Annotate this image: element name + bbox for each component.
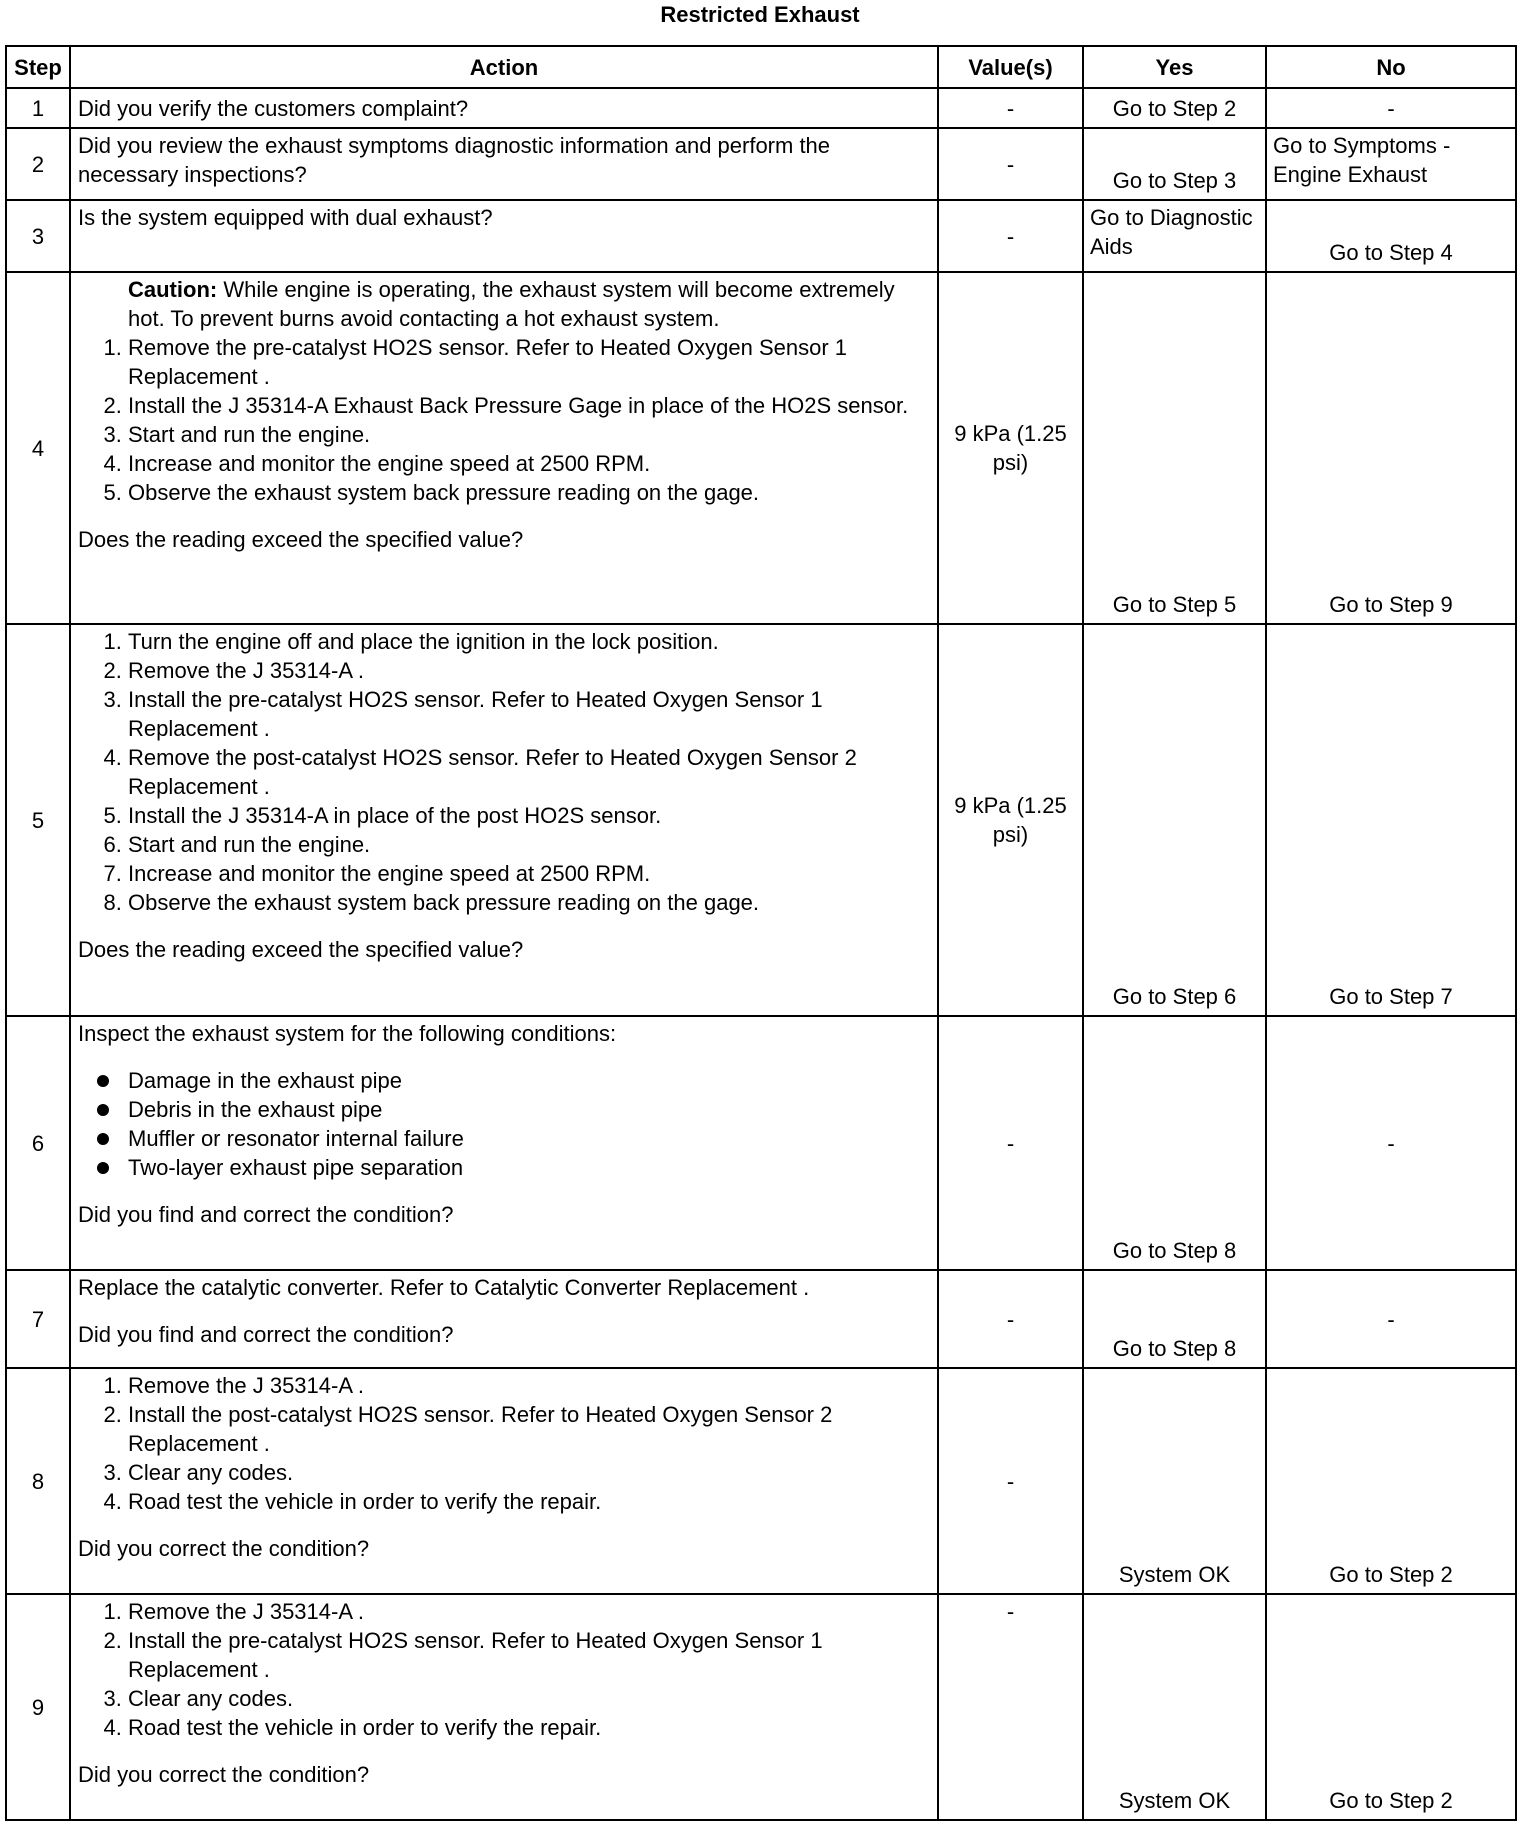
yes-cell: Go to Step 2 [1083,88,1266,128]
table-row-step-3 [6,200,1516,272]
list-item: 3. Clear any codes. [128,1458,931,1487]
yes-cell: Go to Step 8 [1083,1016,1266,1270]
action-question: Did you verify the customers complaint? [78,95,469,121]
step-number: 3 [6,200,70,272]
list-item: 1. Remove the pre-catalyst HO2S sensor. Refer to Heated Oxygen Sensor 1 Replacement . [128,333,931,391]
step-number: 4 [6,272,70,624]
bullet-icon [97,1162,109,1174]
header-value: Value(s) [938,46,1083,88]
value-cell: - [938,1368,1083,1594]
value-cell: 9 kPa (1.25 psi) [938,272,1083,624]
caution-note [78,275,931,333]
value-cell: - [938,1270,1083,1368]
step-number: 6 [6,1016,70,1270]
yes-cell: Go to Step 6 [1083,624,1266,1016]
header-yes: Yes [1083,46,1266,88]
list-item: 1. Remove the J 35314-A . [128,1597,931,1626]
no-cell: Go to Step 4 [1266,200,1516,272]
caution-label: Caution: [128,277,218,302]
no-cell: Go to Step 2 [1266,1368,1516,1594]
action-question: Does the reading exceed the specified value? [78,527,524,552]
table-row-step-5 [6,624,1516,1016]
list-item: Two-layer exhaust pipe separation [128,1153,931,1182]
action-cell [70,1368,938,1594]
action-cell [70,1594,938,1820]
table-row-step-6 [6,1016,1516,1270]
list-item: 2. Remove the J 35314-A . [128,656,931,685]
list-item: 2. Install the post-catalyst HO2S sensor. Refer to Heated Oxygen Sensor 2 Replacement . [128,1400,931,1458]
step-number: 9 [6,1594,70,1820]
list-item: 1. Turn the engine off and place the ignition in the lock position. [128,627,931,656]
action-question: Is the system equipped with dual exhaust? [78,205,493,230]
action-question: Did you find and correct the condition? [78,1202,454,1227]
list-item: Debris in the exhaust pipe [128,1095,931,1124]
list-item: 4. Increase and monitor the engine speed at 2500 RPM. [128,449,931,478]
step-number: 5 [6,624,70,1016]
diagnostic-table [5,45,1517,1821]
step-number: 1 [6,88,70,128]
action-cell [70,200,938,272]
value-cell: - [938,88,1083,128]
action-question: Did you find and correct the condition? [78,1322,454,1347]
action-cell [70,1016,938,1270]
list-item: 8. Observe the exhaust system back pressure reading on the gage. [128,888,931,917]
header-step: Step [6,46,70,88]
header-no: No [1266,46,1516,88]
page-title: Restricted Exhaust [660,2,860,27]
step-number: 8 [6,1368,70,1594]
list-item: 5. Install the J 35314-A in place of the post HO2S sensor. [128,801,931,830]
table-row-step-2 [6,128,1516,200]
list-item: 3. Install the pre-catalyst HO2S sensor. Refer to Heated Oxygen Sensor 1 Replacement . [128,685,931,743]
list-item: 2. Install the pre-catalyst HO2S sensor. Refer to Heated Oxygen Sensor 1 Replacement . [128,1626,931,1684]
table-row-step-7 [6,1270,1516,1368]
value-cell: - [938,1016,1083,1270]
action-cell [70,88,938,128]
no-cell: Go to Symptoms - Engine Exhaust [1266,128,1516,200]
action-cell [70,128,938,200]
action-intro: Replace the catalytic converter. Refer to Catalytic Converter Replacement . [78,1275,810,1300]
list-item: 2. Install the J 35314-A Exhaust Back Pressure Gage in place of the HO2S sensor. [128,391,931,420]
value-cell: - [938,1594,1083,1820]
bullet-icon [97,1133,109,1145]
value-cell: - [938,200,1083,272]
list-item: 4. Remove the post-catalyst HO2S sensor. Refer to Heated Oxygen Sensor 2 Replacement . [128,743,931,801]
step-number: 7 [6,1270,70,1368]
list-item: 4. Road test the vehicle in order to verify the repair. [128,1487,931,1516]
yes-cell: Go to Step 8 [1083,1270,1266,1368]
bullet-icon [97,1075,109,1087]
list-item: Muffler or resonator internal failure [128,1124,931,1153]
list-item: 4. Road test the vehicle in order to verify the repair. [128,1713,931,1742]
procedure-list [78,333,931,507]
caution-text: While engine is operating, the exhaust system will become extremely hot. To prevent burns avoid contacting a hot exhaust system. [128,277,895,331]
yes-cell: Go to Step 5 [1083,272,1266,624]
bullet-icon [97,1104,109,1116]
list-item: 6. Start and run the engine. [128,830,931,859]
table-row-step-8 [6,1368,1516,1594]
no-cell: Go to Step 7 [1266,624,1516,1016]
action-question: Did you review the exhaust symptoms diagnostic information and perform the necessary inspections? [78,133,831,187]
no-cell: Go to Step 9 [1266,272,1516,624]
list-item: 1. Remove the J 35314-A . [128,1371,931,1400]
table-header-row [6,46,1516,88]
yes-cell: Go to Step 3 [1083,128,1266,200]
list-item: 3. Start and run the engine. [128,420,931,449]
procedure-list [78,627,931,917]
table-row-step-1 [6,88,1516,128]
action-cell [70,624,938,1016]
list-item: 7. Increase and monitor the engine speed at 2500 RPM. [128,859,931,888]
no-cell: - [1266,1016,1516,1270]
list-item: 5. Observe the exhaust system back pressure reading on the gage. [128,478,931,507]
action-question: Does the reading exceed the specified value? [78,937,524,962]
no-cell: - [1266,1270,1516,1368]
conditions-list [78,1066,931,1182]
list-item: Damage in the exhaust pipe [128,1066,931,1095]
action-intro: Inspect the exhaust system for the following conditions: [78,1021,617,1046]
table-row-step-4 [6,272,1516,624]
step-number: 2 [6,128,70,200]
header-action: Action [70,46,938,88]
no-cell: - [1266,88,1516,128]
yes-cell: Go to Diagnostic Aids [1083,200,1266,272]
no-cell: Go to Step 2 [1266,1594,1516,1820]
action-cell [70,1270,938,1368]
yes-cell: System OK [1083,1594,1266,1820]
procedure-list [78,1597,931,1742]
action-question: Did you correct the condition? [78,1762,370,1787]
table-row-step-9 [6,1594,1516,1820]
value-cell: 9 kPa (1.25 psi) [938,624,1083,1016]
value-cell: - [938,128,1083,200]
yes-cell: System OK [1083,1368,1266,1594]
action-cell [70,272,938,624]
list-item: 3. Clear any codes. [128,1684,931,1713]
procedure-list [78,1371,931,1516]
action-question: Did you correct the condition? [78,1536,370,1561]
